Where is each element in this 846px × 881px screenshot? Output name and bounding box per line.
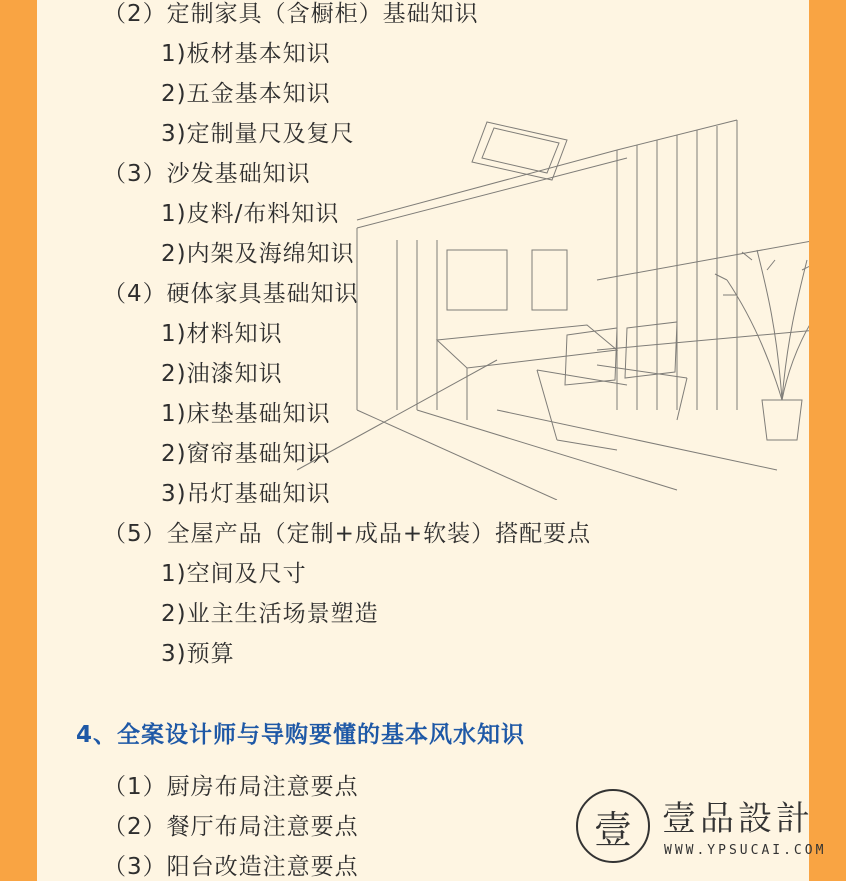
outline-subitem: 2)内架及海绵知识 <box>161 241 355 267</box>
outline-subitem: 2)窗帘基础知识 <box>161 441 331 467</box>
outline-item: （5）全屋产品（定制+成品+软装）搭配要点 <box>103 521 592 547</box>
outline-subitem: 3)预算 <box>161 641 235 667</box>
logo-mark-icon: 壹 <box>576 789 650 863</box>
outline-subitem: 2)业主生活场景塑造 <box>161 601 379 627</box>
outline-subitem: 3)定制量尺及复尺 <box>161 121 355 147</box>
outline-subitem: 1)皮料/布料知识 <box>161 201 340 227</box>
outline-subitem: 1)空间及尺寸 <box>161 561 307 587</box>
outline-item: （2）餐厅布局注意要点 <box>103 814 359 840</box>
logo-name: 壹品設計 <box>662 799 814 839</box>
outline-item: （1）厨房布局注意要点 <box>103 774 359 800</box>
brand-logo <box>576 785 836 875</box>
content-panel <box>37 0 809 881</box>
outline-item: （3）阳台改造注意要点 <box>103 854 359 880</box>
outline-subitem: 1)床垫基础知识 <box>161 401 331 427</box>
outline-item: （3）沙发基础知识 <box>103 161 311 187</box>
outline-subitem: 1)板材基本知识 <box>161 41 331 67</box>
outline-item: （2）定制家具（含橱柜）基础知识 <box>103 1 479 27</box>
outline-subitem: 1)材料知识 <box>161 321 283 347</box>
office-sketch-illustration <box>297 110 809 500</box>
section-heading: 4、全案设计师与导购要懂的基本风水知识 <box>76 722 526 748</box>
outline-subitem: 2)五金基本知识 <box>161 81 331 107</box>
outline-item: （4）硬体家具基础知识 <box>103 281 359 307</box>
logo-url: WWW.YPSUCAI.COM <box>664 843 827 858</box>
outline-subitem: 2)油漆知识 <box>161 361 283 387</box>
outline-subitem: 3)吊灯基础知识 <box>161 481 331 507</box>
